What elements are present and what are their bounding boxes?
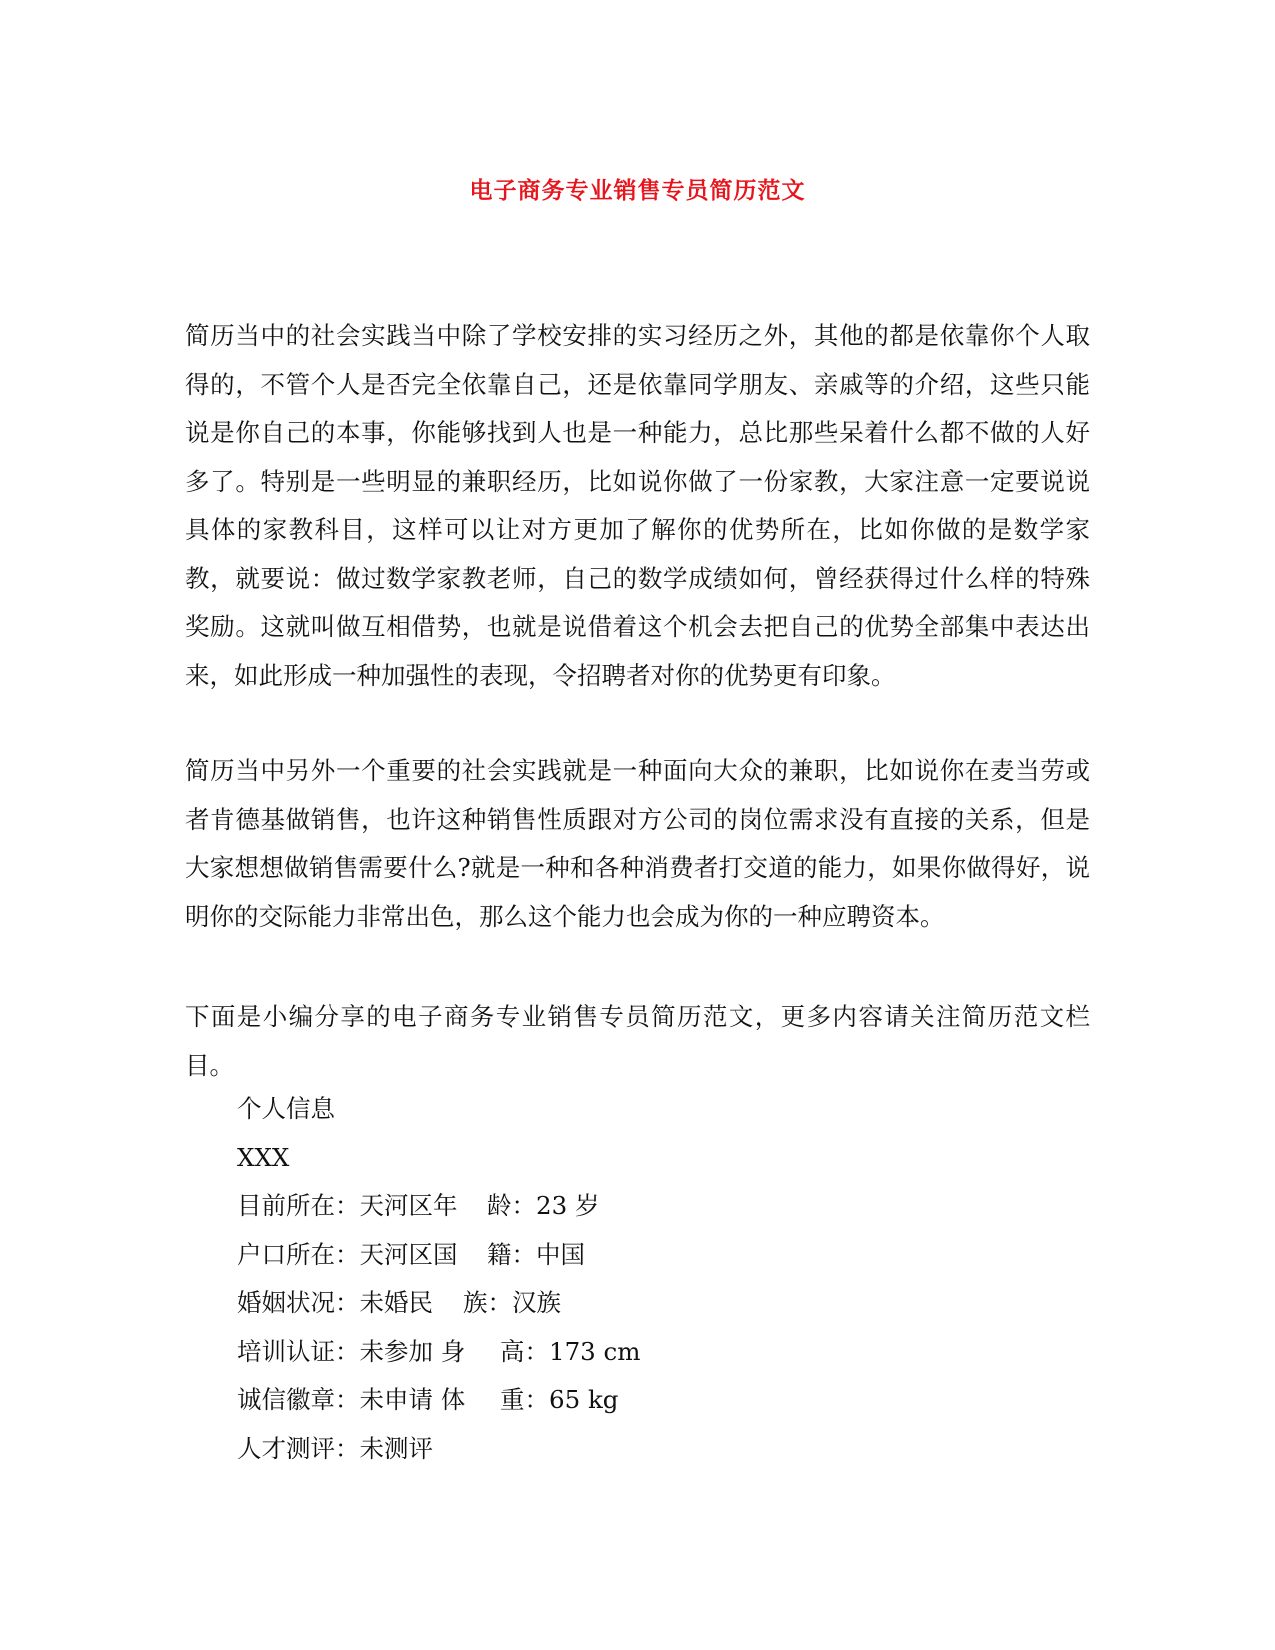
paragraph-intro: 下面是小编分享的电子商务专业销售专员简历范文，更多内容请关注简历范文栏目。	[185, 1002, 1090, 1080]
personal-info-section	[237, 1085, 937, 1473]
info-row-location-age	[237, 1182, 937, 1231]
info-row-training-height	[237, 1328, 937, 1377]
info-row-left: 培训认证：未参加 身	[237, 1336, 466, 1366]
info-row-left: 户口所在：天河区国	[237, 1239, 458, 1269]
paragraph-public-parttime: 简历当中另外一个重要的社会实践就是一种面向大众的兼职，比如说你在麦当劳或者肯德基做销售，也许这种销售性质跟对方公司的岗位需求没有直接的关系，但是大家想想做销售需要什么?就是一种和各种消费者打交道的能力，如果你做得好，说明你的交际能力非常出色，那么这个能力也会成为你的一种应聘资本。	[185, 756, 1090, 931]
personal-info-name: XXX	[237, 1142, 290, 1172]
info-row-right: 高：173 cm	[500, 1336, 641, 1366]
info-row-right: 重：65 kg	[500, 1385, 619, 1414]
info-row-badge-weight	[237, 1376, 937, 1425]
personal-info-heading: 个人信息	[237, 1094, 335, 1123]
paragraph-social-practice: 简历当中的社会实践当中除了学校安排的实习经历之外，其他的都是依靠你个人取得的，不管个人是否完全依靠自己，还是依靠同学朋友、亲戚等的介绍，这些只能说是你自己的本事，你能够找到人也是一种能力，总比那些呆着什么都不做的人好多了。特别是一些明显的兼职经历，比如说你做了一份家教，大家注意一定要说说具体的家教科目，这样可以让对方更加了解你的优势所在，比如你做的是数学家教，就要说：做过数学家教老师，自己的数学成绩如何，曾经获得过什么样的特殊奖励。这就叫做互相借势，也就是说借着这个机会去把自己的优势全部集中表达出来，如此形成一种加强性的表现，令招聘者对你的优势更有印象。	[185, 321, 1090, 690]
info-row-right: 籍：中国	[487, 1239, 585, 1269]
info-row-right: 族：汉族	[463, 1288, 561, 1317]
document-title: 电子商务专业销售专员简历范文	[469, 178, 806, 204]
info-row-marital-ethnicity	[237, 1279, 937, 1328]
info-row-right: 龄：23 岁	[487, 1191, 600, 1220]
info-row-left: 诚信徽章：未申请 体	[237, 1385, 466, 1414]
info-row-hukou-nationality	[237, 1231, 937, 1280]
info-row-assessment: 人才测评：未测评	[237, 1433, 433, 1463]
info-row-left: 目前所在：天河区年	[237, 1191, 458, 1220]
info-row-left: 婚姻状况：未婚民	[237, 1288, 433, 1317]
